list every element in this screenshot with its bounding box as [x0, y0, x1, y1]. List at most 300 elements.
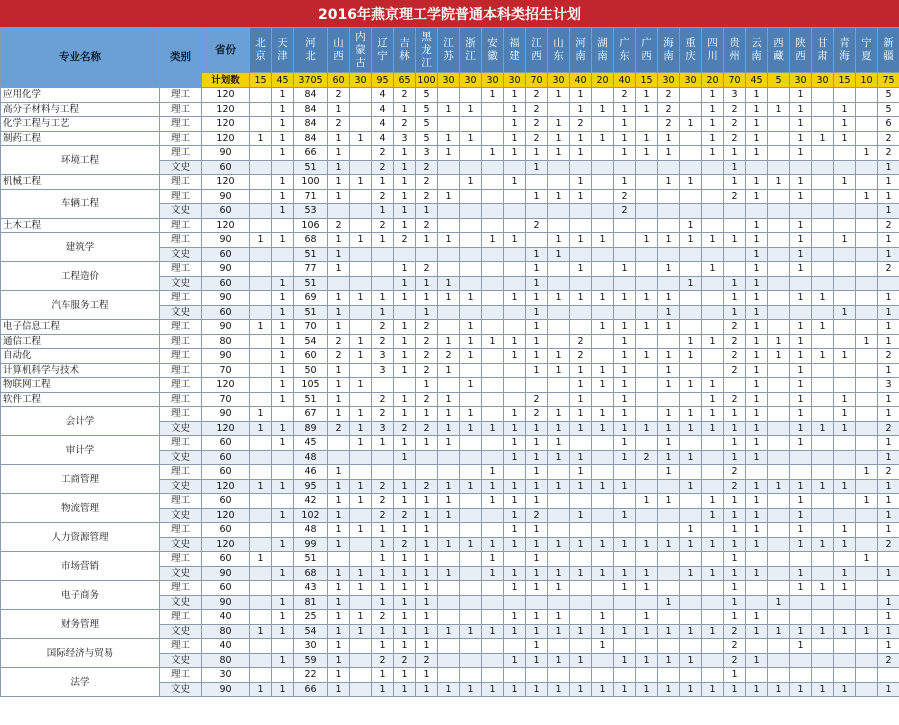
province-count-cell: 2 — [724, 465, 746, 480]
province-count-cell: 6 — [878, 117, 899, 132]
province-count-cell: 1 — [372, 595, 394, 610]
province-count-cell: 1 — [272, 682, 294, 697]
province-count-cell — [680, 102, 702, 117]
province-count-cell — [482, 349, 504, 364]
category-cell: 文史 — [160, 305, 202, 320]
province-count-cell: 2 — [658, 88, 680, 103]
province-count-cell: 2 — [416, 262, 438, 277]
province-count-cell — [768, 262, 790, 277]
province-count-cell — [482, 218, 504, 233]
plan-count-cell: 45 — [272, 73, 294, 88]
province-count-cell: 1 — [746, 537, 768, 552]
province-count-cell: 1 — [570, 537, 592, 552]
province-count-cell: 1 — [746, 378, 768, 393]
province-count-cell: 1 — [636, 610, 658, 625]
province-count-cell: 1 — [878, 334, 899, 349]
province-count-cell — [680, 595, 702, 610]
province-count-cell — [548, 305, 570, 320]
province-count-cell: 1 — [790, 175, 812, 190]
province-count-cell: 1 — [504, 450, 526, 465]
province-count-cell: 1 — [438, 131, 460, 146]
province-count-cell — [592, 552, 614, 567]
province-count-cell: 1 — [812, 320, 834, 335]
province-count-cell: 1 — [658, 450, 680, 465]
province-count-cell — [570, 610, 592, 625]
province-count-cell: 1 — [438, 494, 460, 509]
total-plan-cell: 80 — [202, 334, 250, 349]
province-count-cell: 1 — [702, 494, 724, 509]
province-count-cell — [482, 276, 504, 291]
total-plan-cell: 80 — [202, 624, 250, 639]
province-count-cell: 53 — [294, 204, 328, 219]
plan-count-cell: 30 — [548, 73, 570, 88]
province-count-cell — [272, 450, 294, 465]
category-cell: 理工 — [160, 378, 202, 393]
category-cell: 文史 — [160, 479, 202, 494]
province-count-cell — [526, 378, 548, 393]
province-count-cell — [460, 117, 482, 132]
province-header: 湖 南 — [592, 28, 614, 73]
province-count-cell — [482, 610, 504, 625]
province-count-cell — [636, 668, 658, 683]
total-plan-cell: 60 — [202, 436, 250, 451]
province-header: 吉 林 — [394, 28, 416, 73]
province-count-cell — [482, 262, 504, 277]
province-count-cell: 1 — [328, 363, 350, 378]
province-count-cell — [768, 218, 790, 233]
table-row — [1, 523, 899, 538]
province-count-cell — [856, 88, 878, 103]
province-count-cell: 1 — [636, 653, 658, 668]
province-count-cell: 1 — [548, 450, 570, 465]
province-count-cell: 1 — [746, 349, 768, 364]
province-count-cell — [790, 160, 812, 175]
province-count-cell — [702, 523, 724, 538]
total-plan-cell: 70 — [202, 363, 250, 378]
province-count-cell — [438, 305, 460, 320]
province-count-cell: 1 — [724, 552, 746, 567]
province-count-cell: 1 — [658, 146, 680, 161]
province-count-cell — [680, 610, 702, 625]
province-count-cell: 1 — [250, 131, 272, 146]
province-count-cell: 4 — [372, 88, 394, 103]
province-count-cell: 1 — [350, 407, 372, 422]
province-count-cell: 1 — [834, 117, 856, 132]
province-count-cell: 1 — [724, 508, 746, 523]
province-count-cell — [592, 146, 614, 161]
province-count-cell: 1 — [614, 378, 636, 393]
province-count-cell: 1 — [570, 175, 592, 190]
province-count-cell — [768, 494, 790, 509]
province-count-cell: 1 — [746, 320, 768, 335]
province-count-cell — [504, 160, 526, 175]
province-count-cell — [438, 653, 460, 668]
province-header: 陕 西 — [790, 28, 812, 73]
province-count-cell — [856, 479, 878, 494]
province-count-cell: 1 — [504, 175, 526, 190]
province-count-cell: 1 — [504, 421, 526, 436]
major-name-cell: 车辆工程 — [1, 189, 160, 218]
province-count-cell: 1 — [548, 291, 570, 306]
province-header: 江 西 — [526, 28, 548, 73]
province-count-cell: 1 — [394, 682, 416, 697]
province-count-cell — [658, 334, 680, 349]
table-row — [1, 378, 899, 393]
total-plan-cell: 90 — [202, 566, 250, 581]
table-row — [1, 320, 899, 335]
plan-count-cell: 30 — [482, 73, 504, 88]
province-count-cell: 84 — [294, 102, 328, 117]
province-count-cell: 1 — [790, 189, 812, 204]
province-count-cell: 1 — [856, 624, 878, 639]
province-count-cell: 1 — [504, 624, 526, 639]
province-count-cell — [834, 189, 856, 204]
province-count-cell — [570, 204, 592, 219]
province-count-cell — [504, 392, 526, 407]
table-row — [1, 233, 899, 248]
province-count-cell — [768, 436, 790, 451]
province-count-cell: 1 — [680, 117, 702, 132]
province-count-cell: 2 — [724, 479, 746, 494]
province-count-cell — [504, 305, 526, 320]
province-count-cell: 1 — [328, 392, 350, 407]
province-count-cell — [812, 175, 834, 190]
province-count-cell — [812, 653, 834, 668]
province-count-cell: 2 — [636, 450, 658, 465]
province-count-cell: 1 — [438, 102, 460, 117]
province-count-cell: 1 — [272, 334, 294, 349]
province-count-cell: 81 — [294, 595, 328, 610]
province-count-cell: 2 — [416, 653, 438, 668]
province-count-cell: 5 — [416, 102, 438, 117]
province-count-cell: 1 — [328, 639, 350, 654]
province-count-cell — [790, 653, 812, 668]
province-count-cell: 1 — [570, 378, 592, 393]
province-count-cell — [812, 566, 834, 581]
province-count-cell: 1 — [790, 508, 812, 523]
province-count-cell — [812, 146, 834, 161]
province-count-cell — [768, 160, 790, 175]
province-count-cell: 1 — [460, 624, 482, 639]
province-count-cell — [702, 320, 724, 335]
province-count-cell: 1 — [438, 146, 460, 161]
province-count-cell: 1 — [878, 682, 899, 697]
province-count-cell: 1 — [570, 421, 592, 436]
total-plan-cell: 90 — [202, 291, 250, 306]
province-count-cell: 1 — [460, 291, 482, 306]
province-count-cell: 1 — [482, 465, 504, 480]
province-count-cell: 2 — [372, 189, 394, 204]
province-count-cell: 1 — [504, 610, 526, 625]
category-cell: 理工 — [160, 668, 202, 683]
province-count-cell — [548, 552, 570, 567]
province-count-cell — [658, 523, 680, 538]
province-count-cell — [614, 465, 636, 480]
province-count-cell: 2 — [438, 349, 460, 364]
province-count-cell — [658, 247, 680, 262]
province-count-cell: 2 — [878, 146, 899, 161]
province-count-cell: 1 — [790, 320, 812, 335]
province-count-cell: 1 — [394, 189, 416, 204]
province-count-cell — [636, 334, 658, 349]
province-count-cell — [460, 465, 482, 480]
province-count-cell: 1 — [790, 392, 812, 407]
province-count-cell: 1 — [812, 682, 834, 697]
province-count-cell: 1 — [328, 291, 350, 306]
province-count-cell — [482, 102, 504, 117]
province-count-cell: 2 — [328, 349, 350, 364]
province-count-cell: 2 — [724, 334, 746, 349]
province-header: 辽 宁 — [372, 28, 394, 73]
province-count-cell — [592, 247, 614, 262]
province-count-cell: 1 — [746, 363, 768, 378]
province-count-cell: 1 — [504, 233, 526, 248]
province-count-cell: 95 — [294, 479, 328, 494]
province-count-cell — [460, 276, 482, 291]
province-count-cell — [350, 653, 372, 668]
province-count-cell: 1 — [438, 407, 460, 422]
province-count-cell: 1 — [570, 624, 592, 639]
province-count-cell: 1 — [592, 102, 614, 117]
province-count-cell — [372, 262, 394, 277]
province-count-cell: 2 — [724, 320, 746, 335]
province-count-cell — [768, 508, 790, 523]
province-count-cell — [856, 363, 878, 378]
province-count-cell — [504, 262, 526, 277]
category-cell: 文史 — [160, 421, 202, 436]
province-count-cell: 1 — [658, 465, 680, 480]
province-count-cell: 1 — [548, 88, 570, 103]
province-count-cell: 1 — [790, 233, 812, 248]
province-count-cell: 1 — [328, 305, 350, 320]
province-count-cell: 1 — [548, 189, 570, 204]
province-count-cell: 2 — [724, 349, 746, 364]
province-count-cell: 1 — [570, 102, 592, 117]
province-count-cell: 2 — [372, 218, 394, 233]
province-count-cell — [460, 436, 482, 451]
province-count-cell: 1 — [350, 334, 372, 349]
province-count-cell: 2 — [878, 421, 899, 436]
province-count-cell: 1 — [636, 421, 658, 436]
province-count-cell: 102 — [294, 508, 328, 523]
major-name-cell: 计算机科学与技术 — [1, 363, 160, 378]
province-count-cell — [504, 247, 526, 262]
total-plan-cell: 70 — [202, 392, 250, 407]
province-count-cell: 1 — [614, 624, 636, 639]
province-count-cell: 1 — [702, 624, 724, 639]
category-cell: 理工 — [160, 334, 202, 349]
province-count-cell: 1 — [834, 349, 856, 364]
category-cell: 理工 — [160, 392, 202, 407]
province-count-cell: 1 — [438, 682, 460, 697]
province-count-cell — [570, 247, 592, 262]
province-count-cell: 43 — [294, 581, 328, 596]
province-count-cell — [250, 465, 272, 480]
province-count-cell: 1 — [394, 291, 416, 306]
province-count-cell — [592, 653, 614, 668]
plan-count-cell: 30 — [680, 73, 702, 88]
province-count-cell: 1 — [680, 653, 702, 668]
province-count-cell — [812, 465, 834, 480]
province-count-cell: 1 — [570, 189, 592, 204]
province-count-cell: 2 — [724, 363, 746, 378]
province-count-cell: 1 — [504, 523, 526, 538]
category-cell: 理工 — [160, 189, 202, 204]
province-count-cell — [372, 450, 394, 465]
category-cell: 理工 — [160, 218, 202, 233]
province-count-cell — [768, 131, 790, 146]
major-name-cell: 建筑学 — [1, 233, 160, 262]
province-count-cell: 1 — [614, 479, 636, 494]
province-count-cell: 1 — [504, 653, 526, 668]
province-count-cell: 5 — [416, 117, 438, 132]
table-row — [1, 436, 899, 451]
province-count-cell — [592, 392, 614, 407]
province-count-cell: 1 — [394, 262, 416, 277]
province-count-cell — [250, 262, 272, 277]
province-count-cell — [592, 668, 614, 683]
province-count-cell — [636, 465, 658, 480]
category-cell: 理工 — [160, 131, 202, 146]
province-count-cell — [592, 175, 614, 190]
province-count-cell — [460, 247, 482, 262]
province-count-cell: 1 — [834, 407, 856, 422]
province-count-cell — [856, 436, 878, 451]
province-count-cell: 1 — [526, 639, 548, 654]
province-count-cell — [592, 160, 614, 175]
province-count-cell: 1 — [438, 334, 460, 349]
province-count-cell — [438, 610, 460, 625]
province-count-cell: 1 — [482, 421, 504, 436]
province-count-cell — [658, 218, 680, 233]
province-count-cell: 1 — [272, 436, 294, 451]
province-count-cell — [856, 247, 878, 262]
province-count-cell: 1 — [482, 233, 504, 248]
province-count-cell: 1 — [250, 320, 272, 335]
province-count-cell — [328, 204, 350, 219]
province-count-cell — [702, 639, 724, 654]
province-header: 安 徽 — [482, 28, 504, 73]
province-count-cell: 1 — [878, 508, 899, 523]
province-count-cell: 1 — [394, 581, 416, 596]
province-count-cell: 1 — [570, 653, 592, 668]
province-count-cell: 1 — [272, 653, 294, 668]
province-count-cell: 1 — [768, 175, 790, 190]
province-count-cell — [790, 552, 812, 567]
province-count-cell: 1 — [526, 276, 548, 291]
province-count-cell: 1 — [526, 552, 548, 567]
province-count-cell — [570, 668, 592, 683]
province-count-cell — [350, 218, 372, 233]
province-count-cell: 1 — [504, 102, 526, 117]
province-count-cell: 1 — [272, 276, 294, 291]
province-count-cell: 1 — [394, 146, 416, 161]
province-count-cell: 1 — [790, 421, 812, 436]
province-count-cell: 2 — [372, 320, 394, 335]
province-count-cell — [834, 639, 856, 654]
major-name-cell: 物联网工程 — [1, 378, 160, 393]
province-count-cell — [460, 305, 482, 320]
province-count-cell — [460, 450, 482, 465]
province-count-cell: 1 — [878, 624, 899, 639]
province-count-cell — [438, 523, 460, 538]
province-count-cell: 1 — [724, 291, 746, 306]
province-count-cell: 1 — [878, 450, 899, 465]
province-count-cell — [834, 160, 856, 175]
province-count-cell — [504, 552, 526, 567]
province-count-cell: 1 — [482, 479, 504, 494]
total-plan-cell: 90 — [202, 146, 250, 161]
province-count-cell: 2 — [878, 349, 899, 364]
province-count-cell: 2 — [328, 117, 350, 132]
province-count-cell — [460, 581, 482, 596]
province-count-cell: 1 — [416, 508, 438, 523]
province-count-cell — [350, 320, 372, 335]
province-count-cell — [636, 407, 658, 422]
table-row — [1, 581, 899, 596]
province-count-cell — [636, 523, 658, 538]
province-count-cell: 1 — [526, 581, 548, 596]
province-count-cell — [680, 146, 702, 161]
plan-count-cell: 100 — [417, 74, 436, 86]
province-count-cell — [768, 653, 790, 668]
province-count-cell: 1 — [658, 436, 680, 451]
province-count-cell: 1 — [856, 334, 878, 349]
province-count-cell: 1 — [856, 189, 878, 204]
province-count-cell: 1 — [350, 349, 372, 364]
province-count-cell: 1 — [272, 131, 294, 146]
province-count-cell: 1 — [724, 595, 746, 610]
total-plan-cell: 60 — [202, 552, 250, 567]
province-count-cell: 2 — [614, 88, 636, 103]
province-count-cell — [834, 334, 856, 349]
province-count-cell — [460, 494, 482, 509]
plan-count-cell: 30 — [504, 73, 526, 88]
province-count-cell — [812, 610, 834, 625]
province-count-cell: 1 — [394, 436, 416, 451]
province-count-cell: 1 — [724, 160, 746, 175]
province-count-cell: 5 — [878, 102, 899, 117]
major-name-cell: 工商管理 — [1, 465, 160, 494]
province-count-cell — [438, 595, 460, 610]
province-count-cell — [548, 494, 570, 509]
province-count-cell — [812, 450, 834, 465]
category-cell: 理工 — [160, 610, 202, 625]
province-count-cell — [350, 88, 372, 103]
province-count-cell — [856, 160, 878, 175]
province-count-cell — [250, 160, 272, 175]
province-count-cell — [790, 668, 812, 683]
province-count-cell: 1 — [856, 552, 878, 567]
province-count-cell — [746, 160, 768, 175]
province-count-cell: 1 — [372, 682, 394, 697]
plan-count-cell: 65 — [394, 73, 416, 88]
province-count-cell: 1 — [878, 160, 899, 175]
province-count-cell: 51 — [294, 552, 328, 567]
province-count-cell — [482, 450, 504, 465]
province-count-cell: 1 — [526, 465, 548, 480]
province-count-cell: 1 — [350, 436, 372, 451]
province-count-cell: 5 — [416, 131, 438, 146]
province-count-cell — [438, 218, 460, 233]
province-count-cell — [250, 639, 272, 654]
province-count-cell: 1 — [328, 247, 350, 262]
province-count-cell: 1 — [416, 494, 438, 509]
province-header: 天 津 — [272, 28, 294, 73]
province-count-cell: 1 — [746, 450, 768, 465]
province-count-cell: 1 — [658, 421, 680, 436]
province-count-cell — [482, 639, 504, 654]
